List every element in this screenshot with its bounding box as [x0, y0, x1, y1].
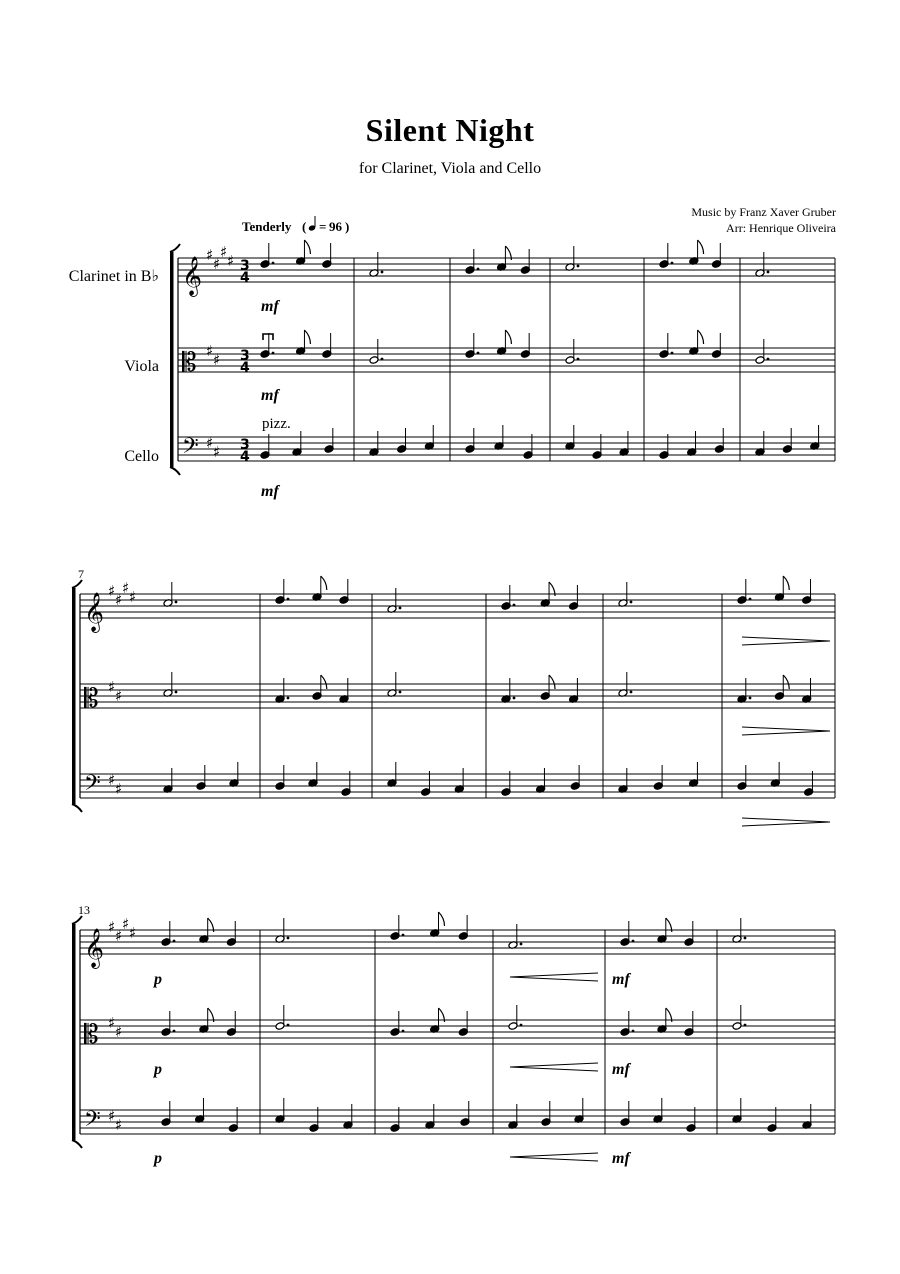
key-signature-sharp-icon: ♯: [213, 351, 221, 369]
viola-note-dot: [767, 358, 770, 361]
tempo-marking: [242, 216, 349, 234]
clarinet-note-dot: [399, 607, 402, 610]
composer-credit: Music by Franz Xaver Gruber: [691, 205, 836, 219]
crescendo-hairpin: [510, 973, 598, 977]
crescendo-hairpin: [510, 1157, 598, 1161]
dynamic-mf: mf: [261, 483, 279, 500]
key-signature-sharp-icon: ♯: [115, 1023, 123, 1041]
alto-clef-icon: 𝄡: [84, 1020, 99, 1050]
clarinet-note-flag: [439, 912, 445, 926]
decrescendo-hairpin: [742, 727, 830, 731]
clarinet-note-flag: [321, 576, 327, 590]
instrument-name-cello: Cello: [124, 448, 159, 465]
key-signature-sharp-icon: ♯: [108, 582, 116, 600]
tempo-paren-close: ): [345, 219, 350, 234]
clarinet-note-dot: [744, 937, 747, 940]
decrescendo-hairpin: [742, 822, 830, 826]
viola-note-dot: [399, 691, 402, 694]
crescendo-hairpin: [510, 1153, 598, 1157]
key-signature-sharp-icon: ♯: [206, 246, 214, 264]
clarinet-note-dot: [402, 934, 405, 937]
system-bracket: [72, 1140, 82, 1148]
viola-note-dot: [520, 1024, 523, 1027]
key-signature-sharp-icon: ♯: [213, 255, 221, 273]
viola-note-flag: [549, 675, 555, 689]
crescendo-hairpin: [510, 1063, 598, 1067]
system-bracket: [72, 588, 76, 804]
dynamic-mf: mf: [612, 971, 630, 988]
key-signature-sharp-icon: ♯: [108, 1014, 116, 1032]
viola-note-dot: [272, 352, 275, 355]
viola-note-dot: [402, 1030, 405, 1033]
arranger-credit: Arr: Henrique Oliveira: [726, 221, 836, 235]
viola-note-flag: [505, 330, 511, 344]
time-signature-4: 4: [240, 360, 250, 376]
system-bracket: [72, 804, 82, 812]
instrument-name-clarinet: Clarinet in B♭: [68, 268, 159, 285]
time-signature-3: 3: [240, 348, 250, 364]
bass-clef-icon: 𝄢: [84, 1107, 101, 1137]
viola-note-dot: [630, 691, 633, 694]
alto-clef-icon: 𝄡: [84, 684, 99, 714]
system-bracket: [72, 580, 82, 588]
system-bracket: [170, 467, 180, 475]
clarinet-note-dot: [767, 271, 770, 274]
tempo-value: 96: [329, 219, 342, 234]
viola-note-dot: [173, 1030, 176, 1033]
bass-clef-icon: 𝄢: [84, 771, 101, 801]
clarinet-note-dot: [513, 604, 516, 607]
decrescendo-hairpin: [742, 731, 830, 735]
decrescendo-hairpin: [742, 818, 830, 822]
dynamic-mf: mf: [261, 298, 279, 315]
clarinet-note-dot: [173, 940, 176, 943]
viola-note-dot: [671, 352, 674, 355]
dynamic-p: p: [154, 971, 162, 988]
measure-number-7: 7: [78, 567, 84, 581]
clarinet-note-dot: [520, 943, 523, 946]
key-signature-sharp-icon: ♯: [227, 252, 235, 270]
viola-note-dot: [632, 1030, 635, 1033]
bass-clef-icon: 𝄢: [182, 434, 199, 464]
clarinet-note-flag: [783, 576, 789, 590]
score-title: Silent Night: [365, 112, 535, 148]
alto-clef-icon: 𝄡: [182, 348, 197, 378]
viola-note-flag: [783, 675, 789, 689]
measure-number-13: 13: [78, 903, 90, 917]
key-signature-sharp-icon: ♯: [108, 918, 116, 936]
quarter-note-icon: [308, 216, 316, 232]
clarinet-note-dot: [749, 598, 752, 601]
dynamic-mf: mf: [612, 1150, 630, 1167]
dynamic-p: p: [154, 1061, 162, 1078]
clarinet-note-dot: [287, 937, 290, 940]
treble-clef-icon: 𝄞: [182, 256, 203, 296]
system-bracket: [170, 244, 180, 252]
key-signature-sharp-icon: ♯: [129, 588, 137, 606]
clarinet-note-dot: [381, 271, 384, 274]
viola-note-dot: [513, 697, 516, 700]
decrescendo-hairpin: [742, 637, 830, 641]
clarinet-note-flag: [304, 240, 310, 254]
crescendo-hairpin: [510, 1067, 598, 1071]
key-signature-sharp-icon: ♯: [213, 443, 221, 461]
system-bracket: [72, 916, 82, 924]
viola-note-flag: [304, 330, 310, 344]
clarinet-note-dot: [632, 940, 635, 943]
viola-note-dot: [477, 352, 480, 355]
viola-note-dot: [287, 1024, 290, 1027]
dynamic-p: p: [154, 1150, 162, 1167]
tempo-word: Tenderly: [242, 219, 292, 234]
key-signature-sharp-icon: ♯: [206, 434, 214, 452]
clarinet-note-dot: [287, 598, 290, 601]
pizz-marking: pizz.: [262, 416, 291, 432]
clarinet-note-dot: [477, 268, 480, 271]
viola-note-flag: [698, 330, 704, 344]
viola-note-dot: [749, 697, 752, 700]
clarinet-note-flag: [698, 240, 704, 254]
decrescendo-hairpin: [742, 641, 830, 645]
viola-note-dot: [287, 697, 290, 700]
key-signature-sharp-icon: ♯: [122, 915, 130, 933]
key-signature-sharp-icon: ♯: [206, 342, 214, 360]
key-signature-sharp-icon: ♯: [220, 243, 228, 261]
key-signature-sharp-icon: ♯: [115, 591, 123, 609]
key-signature-sharp-icon: ♯: [108, 678, 116, 696]
key-signature-sharp-icon: ♯: [115, 687, 123, 705]
treble-clef-icon: 𝄞: [84, 928, 105, 968]
instrument-name-viola: Viola: [124, 358, 159, 375]
score-subtitle: for Clarinet, Viola and Cello: [358, 160, 542, 177]
key-signature-sharp-icon: ♯: [108, 771, 116, 789]
time-signature-3: 3: [240, 437, 250, 453]
viola-note-dot: [744, 1024, 747, 1027]
clarinet-note-dot: [577, 265, 580, 268]
notation-layer: [72, 240, 835, 1161]
time-signature-4: 4: [240, 270, 250, 286]
clarinet-note-dot: [175, 601, 178, 604]
dynamic-mf: mf: [261, 387, 279, 404]
clarinet-note-dot: [671, 262, 674, 265]
tempo-paren-open: (: [302, 219, 307, 234]
system-bracket: [170, 252, 174, 467]
viola-note-dot: [577, 358, 580, 361]
time-signature-3: 3: [240, 258, 250, 274]
clarinet-note-dot: [272, 262, 275, 265]
tempo-equals: =: [319, 219, 327, 234]
time-signature-4: 4: [240, 449, 250, 465]
key-signature-sharp-icon: ♯: [129, 924, 137, 942]
key-signature-sharp-icon: ♯: [122, 579, 130, 597]
viola-note-dot: [381, 358, 384, 361]
viola-note-dot: [175, 691, 178, 694]
key-signature-sharp-icon: ♯: [115, 927, 123, 945]
treble-clef-icon: 𝄞: [84, 592, 105, 632]
system-bracket: [72, 924, 76, 1140]
key-signature-sharp-icon: ♯: [115, 780, 123, 798]
dynamic-mf: mf: [612, 1061, 630, 1078]
key-signature-sharp-icon: ♯: [108, 1107, 116, 1125]
crescendo-hairpin: [510, 977, 598, 981]
key-signature-sharp-icon: ♯: [115, 1116, 123, 1134]
down-bow-icon: [263, 334, 273, 340]
viola-note-flag: [321, 675, 327, 689]
clarinet-note-dot: [630, 601, 633, 604]
